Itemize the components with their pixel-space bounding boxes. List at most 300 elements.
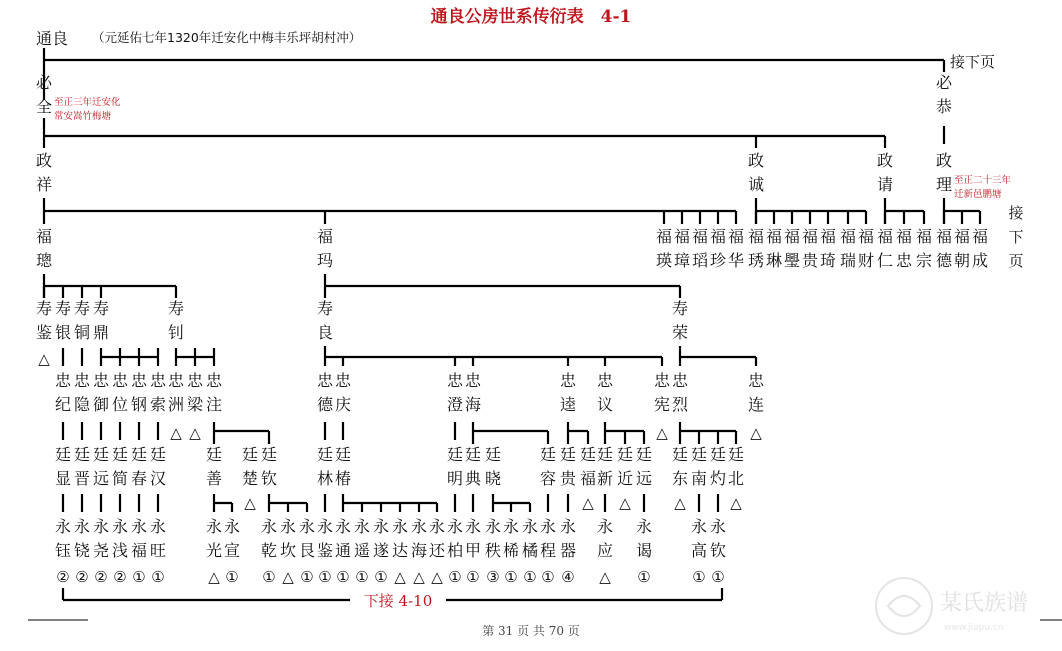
name-char: 政 [35, 151, 53, 170]
name-char: 德 [316, 395, 334, 414]
name-char: 梁 [186, 395, 204, 414]
migration-note: 常安嵩竹梅塘 [54, 111, 112, 122]
name-char: 永 [73, 517, 91, 536]
name-char: 忠 [559, 371, 577, 390]
person-gen8 [354, 517, 370, 560]
name-char: 旺 [149, 541, 167, 560]
name-char: 忠 [92, 371, 110, 390]
name-char: 忠 [205, 371, 223, 390]
person-gen7 [261, 445, 277, 488]
person-gen7 [447, 445, 463, 488]
svg-text:www.jiapu.cn: www.jiapu.cn [944, 623, 1004, 633]
person-gen5 [55, 299, 71, 342]
person-gen6 [748, 371, 765, 414]
person-gen6 [206, 371, 223, 414]
name-char: 桸 [502, 541, 520, 560]
status-mark: △ [413, 568, 425, 586]
person-gen8 [485, 517, 501, 560]
name-char: 永 [372, 517, 390, 536]
person-gen7 [465, 445, 482, 488]
name-char: 远 [635, 469, 653, 488]
name-char: 福 [953, 227, 971, 246]
status-mark: ① [225, 568, 239, 586]
person-gen6 [112, 371, 129, 414]
name-char: 必 [35, 73, 53, 92]
name-char: 远 [92, 469, 110, 488]
status-mark: △ [189, 424, 201, 442]
name-char: 永 [410, 517, 428, 536]
status-mark: ② [113, 568, 127, 586]
name-char: 琳 [765, 251, 783, 270]
status-mark: △ [282, 568, 294, 586]
name-char: 永 [353, 517, 371, 536]
name-char: 廷 [484, 445, 502, 464]
status-mark: △ [394, 568, 406, 586]
person-gen8 [447, 517, 463, 560]
name-char: 福 [819, 227, 837, 246]
name-char: 琇 [747, 251, 765, 270]
person-gen7 [691, 445, 707, 488]
name-char: 璁 [35, 251, 53, 270]
person-gen4 [317, 227, 333, 270]
name-char: 廷 [334, 445, 352, 464]
person-gen6 [187, 371, 204, 414]
name-char: 钦 [709, 541, 727, 560]
person-gen4 [820, 227, 836, 270]
continue-next-page-vertical: 页 [1008, 252, 1024, 270]
name-char: 忠 [149, 371, 167, 390]
root-note: （元延佑七年1320年迁安化中梅丰乐坪胡村冲） [92, 30, 362, 45]
name-char: 福 [709, 227, 727, 246]
person-gen8 [74, 517, 90, 560]
person-gen7 [728, 445, 744, 488]
name-char: 廷 [596, 445, 614, 464]
name-char: 福 [35, 227, 53, 246]
name-char: 永 [521, 517, 539, 536]
person-zheng-cheng [748, 151, 764, 194]
continue-next-page: 接下页 [950, 53, 996, 71]
person-gen7 [150, 445, 166, 488]
status-mark: △ [730, 494, 742, 512]
status-mark: ① [355, 568, 369, 586]
name-char: 廷 [616, 445, 634, 464]
name-char: 廷 [709, 445, 727, 464]
status-mark: ③ [486, 568, 500, 586]
status-mark: △ [208, 568, 220, 586]
name-char: 简 [111, 469, 129, 488]
person-gen8 [597, 517, 613, 560]
name-char: 遥 [353, 541, 371, 560]
person-zheng-qing [877, 151, 893, 194]
status-mark: △ [674, 494, 686, 512]
name-char: 高 [690, 541, 708, 560]
name-char: 忠 [186, 371, 204, 390]
name-char: 坎 [279, 541, 297, 560]
name-char: 廷 [205, 445, 223, 464]
person-gen4 [916, 227, 932, 270]
person-gen8 [411, 517, 427, 560]
name-char: 华 [727, 251, 745, 270]
person-gen6 [317, 371, 334, 414]
name-char: 全 [35, 97, 53, 116]
name-char: 海 [410, 541, 428, 560]
person-gen8 [317, 517, 333, 560]
person-bi-gong [936, 73, 953, 116]
name-char: 福 [783, 227, 801, 246]
name-char: 索 [149, 395, 167, 414]
name-char: 浅 [111, 541, 129, 560]
name-char: 忠 [111, 371, 129, 390]
name-char: 理 [935, 175, 953, 194]
name-char: 甲 [464, 541, 482, 560]
name-char: 廷 [727, 445, 745, 464]
name-char: 银 [54, 323, 72, 342]
name-char: 显 [54, 469, 72, 488]
name-char: 椿 [334, 469, 352, 488]
name-char: 福 [935, 227, 953, 246]
name-char: 鼎 [92, 323, 110, 342]
person-gen7 [112, 445, 128, 488]
name-char: 福 [895, 227, 913, 246]
name-char: 廷 [446, 445, 464, 464]
person-gen6 [654, 371, 671, 414]
name-char: 春 [130, 469, 148, 488]
name-char: 寿 [54, 299, 72, 318]
person-gen6 [447, 371, 464, 414]
person-gen5 [317, 299, 333, 342]
status-mark: △ [750, 424, 762, 442]
continue-next-page-vertical: 接 [1008, 204, 1024, 222]
name-char: 铙 [73, 541, 91, 560]
person-gen4 [802, 227, 819, 270]
migration-note: 迁新邑鹏塘 [954, 189, 1002, 200]
status-mark: ① [300, 568, 314, 586]
person-gen4 [728, 227, 744, 270]
person-gen8 [522, 517, 538, 560]
name-char: 福 [801, 227, 819, 246]
name-char: 永 [559, 517, 577, 536]
name-char: 钢 [130, 395, 148, 414]
name-char: 钊 [167, 323, 185, 342]
name-char: 南 [690, 469, 708, 488]
name-char: 洲 [167, 395, 185, 414]
status-mark: ④ [561, 568, 575, 586]
person-gen4 [972, 227, 988, 270]
name-char: 德 [935, 251, 953, 270]
name-char: 福 [316, 227, 334, 246]
name-char: 廷 [579, 445, 597, 464]
name-char: 东 [671, 469, 689, 488]
name-char: 忠 [316, 371, 334, 390]
name-char: 海 [464, 395, 482, 414]
name-char: 钰 [54, 541, 72, 560]
status-mark: ① [504, 568, 518, 586]
person-gen8 [280, 517, 296, 560]
name-char: 钦 [260, 469, 278, 488]
root-person-name: 通良 [36, 29, 69, 48]
name-char: 廷 [690, 445, 708, 464]
name-char: 鉴 [316, 541, 334, 560]
name-char: 永 [484, 517, 502, 536]
name-char: 永 [260, 517, 278, 536]
name-char: 福 [691, 227, 709, 246]
person-gen6 [55, 371, 72, 414]
name-char: 善 [205, 469, 223, 488]
name-char: 廷 [73, 445, 91, 464]
name-char: 福 [130, 541, 148, 560]
name-char: 纪 [54, 395, 72, 414]
person-gen4 [877, 227, 893, 270]
person-gen7 [55, 445, 71, 488]
name-char: 寿 [35, 299, 53, 318]
person-gen8 [112, 517, 128, 560]
name-char: 北 [727, 469, 745, 488]
person-gen7 [131, 445, 147, 488]
person-gen8 [299, 517, 315, 560]
name-char: 永 [149, 517, 167, 536]
person-gen8 [131, 517, 147, 560]
name-char: 寿 [92, 299, 110, 318]
name-char: 御 [92, 395, 110, 414]
name-char: 永 [205, 517, 223, 536]
status-mark: ① [523, 568, 537, 586]
name-char: 忠 [167, 371, 185, 390]
name-char: 永 [690, 517, 708, 536]
person-gen6 [74, 371, 91, 414]
person-gen6 [150, 371, 167, 414]
name-char: 永 [464, 517, 482, 536]
person-gen7 [317, 445, 333, 488]
status-mark: ① [336, 568, 350, 586]
name-char: 永 [316, 517, 334, 536]
name-char: 宣 [223, 541, 241, 560]
name-char: 鉴 [35, 323, 53, 342]
person-zheng-xiang [36, 151, 52, 194]
person-gen6 [560, 371, 577, 414]
person-gen7 [672, 445, 688, 488]
name-char: 忠 [895, 251, 913, 270]
name-char: 政 [935, 151, 953, 170]
name-char: 福 [765, 227, 783, 246]
name-char: 珍 [709, 251, 727, 270]
name-char: 廷 [464, 445, 482, 464]
name-char: 近 [616, 469, 634, 488]
status-mark: ① [637, 568, 651, 586]
name-char: 逵 [559, 395, 577, 414]
name-char: 艮 [298, 541, 316, 560]
name-char: 橘 [521, 541, 539, 560]
name-char: 柏 [446, 541, 464, 560]
name-char: 廷 [130, 445, 148, 464]
name-char: 永 [446, 517, 464, 536]
person-gen4 [784, 227, 800, 270]
name-char: 瑛 [655, 251, 673, 270]
name-char: 福 [857, 227, 875, 246]
person-gen4 [936, 227, 953, 270]
name-char: 忠 [671, 371, 689, 390]
name-char: 永 [298, 517, 316, 536]
person-gen8 [373, 517, 390, 560]
person-gen7 [93, 445, 109, 488]
name-char: 永 [709, 517, 727, 536]
continue-page-4-10: 下接 4-10 [363, 592, 433, 610]
person-gen4 [692, 227, 708, 270]
person-gen8 [465, 517, 481, 560]
person-gen5 [168, 299, 184, 342]
name-char: 光 [205, 541, 223, 560]
name-char: 典 [464, 469, 482, 488]
watermark-text: 某氏族谱 [940, 591, 1029, 616]
name-char: 庆 [334, 395, 352, 414]
name-char: 忠 [130, 371, 148, 390]
person-gen8 [710, 517, 726, 560]
person-gen7 [597, 445, 613, 488]
name-char: 宪 [653, 395, 671, 414]
status-mark: △ [599, 568, 611, 586]
status-mark: △ [619, 494, 631, 512]
person-gen8 [392, 517, 408, 560]
name-char: 璺 [783, 251, 801, 270]
person-gen8 [261, 517, 277, 560]
person-gen7 [242, 445, 258, 488]
status-mark: △ [431, 568, 443, 586]
name-char: 廷 [241, 445, 259, 464]
person-gen4 [840, 227, 856, 270]
name-char: 福 [747, 227, 765, 246]
person-gen5 [36, 299, 52, 342]
name-char: 财 [857, 251, 875, 270]
status-mark: ② [94, 568, 108, 586]
status-mark: ② [75, 568, 89, 586]
name-char: 廷 [111, 445, 129, 464]
name-char: 汉 [149, 469, 167, 488]
name-char: 贵 [801, 251, 819, 270]
name-char: 忠 [464, 371, 482, 390]
person-gen4 [674, 227, 690, 270]
name-char: 遂 [372, 541, 390, 560]
person-gen4 [766, 227, 782, 270]
name-char: 请 [876, 175, 894, 194]
name-char: 廷 [539, 445, 557, 464]
name-char: 良 [316, 323, 334, 342]
person-gen4 [656, 227, 672, 270]
name-char: 瑫 [691, 251, 709, 270]
status-mark: ① [151, 568, 165, 586]
name-char: 隐 [73, 395, 91, 414]
person-gen8 [150, 517, 166, 560]
person-gen8 [335, 517, 351, 560]
name-char: 诚 [747, 175, 765, 194]
name-char: 廷 [54, 445, 72, 464]
person-gen8 [503, 517, 519, 560]
name-char: 恭 [935, 97, 953, 116]
person-gen6 [131, 371, 148, 414]
status-mark: ② [56, 568, 70, 586]
name-char: 忠 [747, 371, 765, 390]
name-char: 议 [596, 395, 614, 414]
person-gen6 [672, 371, 689, 414]
person-zheng-li [936, 151, 952, 194]
name-char: 烈 [671, 395, 689, 414]
status-mark: ① [466, 568, 480, 586]
name-char: 永 [334, 517, 352, 536]
name-char: 廷 [260, 445, 278, 464]
name-char: 永 [130, 517, 148, 536]
name-char: 永 [92, 517, 110, 536]
person-gen4 [954, 227, 970, 270]
name-char: 注 [205, 395, 223, 414]
person-gen7 [485, 445, 501, 488]
name-char: 廷 [149, 445, 167, 464]
person-gen4 [748, 227, 764, 270]
name-char: 永 [223, 517, 241, 536]
name-char: 福 [915, 227, 933, 246]
person-gen6 [93, 371, 110, 414]
person-gen7 [335, 445, 351, 488]
name-char: 永 [428, 517, 446, 536]
name-char: 成 [971, 251, 989, 270]
person-gen7 [560, 445, 577, 488]
status-mark: ① [692, 568, 706, 586]
name-char: 永 [635, 517, 653, 536]
name-char: 琦 [819, 251, 837, 270]
person-gen7 [617, 445, 633, 488]
name-char: 忠 [334, 371, 352, 390]
name-char: 宗 [915, 251, 933, 270]
name-char: 福 [655, 227, 673, 246]
name-char: 灼 [709, 469, 727, 488]
person-gen4 [36, 227, 53, 270]
name-char: 福 [876, 227, 894, 246]
status-mark: ① [262, 568, 276, 586]
name-char: 程 [539, 541, 557, 560]
name-char: 尧 [92, 541, 110, 560]
name-char: 政 [876, 151, 894, 170]
name-char: 寿 [671, 299, 689, 318]
name-char: 林 [316, 469, 334, 488]
status-mark: ① [448, 568, 462, 586]
migration-note: 至正二十三年 [954, 175, 1012, 186]
status-mark: △ [38, 350, 50, 368]
name-char: 通 [334, 541, 352, 560]
migration-note: 至正三年迁安化 [54, 97, 121, 108]
name-char: 永 [54, 517, 72, 536]
person-gen8 [93, 517, 109, 560]
name-char: 朝 [953, 251, 971, 270]
status-mark: △ [170, 424, 182, 442]
person-gen7 [580, 445, 596, 488]
name-char: 必 [935, 73, 953, 92]
person-gen4 [858, 227, 874, 270]
name-char: 仁 [876, 251, 894, 270]
name-char: 寿 [167, 299, 185, 318]
name-char: 永 [279, 517, 297, 536]
status-mark: △ [582, 494, 594, 512]
name-char: 福 [971, 227, 989, 246]
name-char: 晋 [73, 469, 91, 488]
person-gen8 [206, 517, 222, 560]
name-char: 器 [559, 541, 577, 560]
name-char: 福 [839, 227, 857, 246]
name-char: 达 [391, 541, 409, 560]
name-char: 廷 [92, 445, 110, 464]
person-gen4 [710, 227, 726, 270]
name-char: 乾 [260, 541, 278, 560]
person-gen8 [560, 517, 576, 560]
status-mark: ① [541, 568, 555, 586]
name-char: 廷 [671, 445, 689, 464]
status-mark: ① [711, 568, 725, 586]
